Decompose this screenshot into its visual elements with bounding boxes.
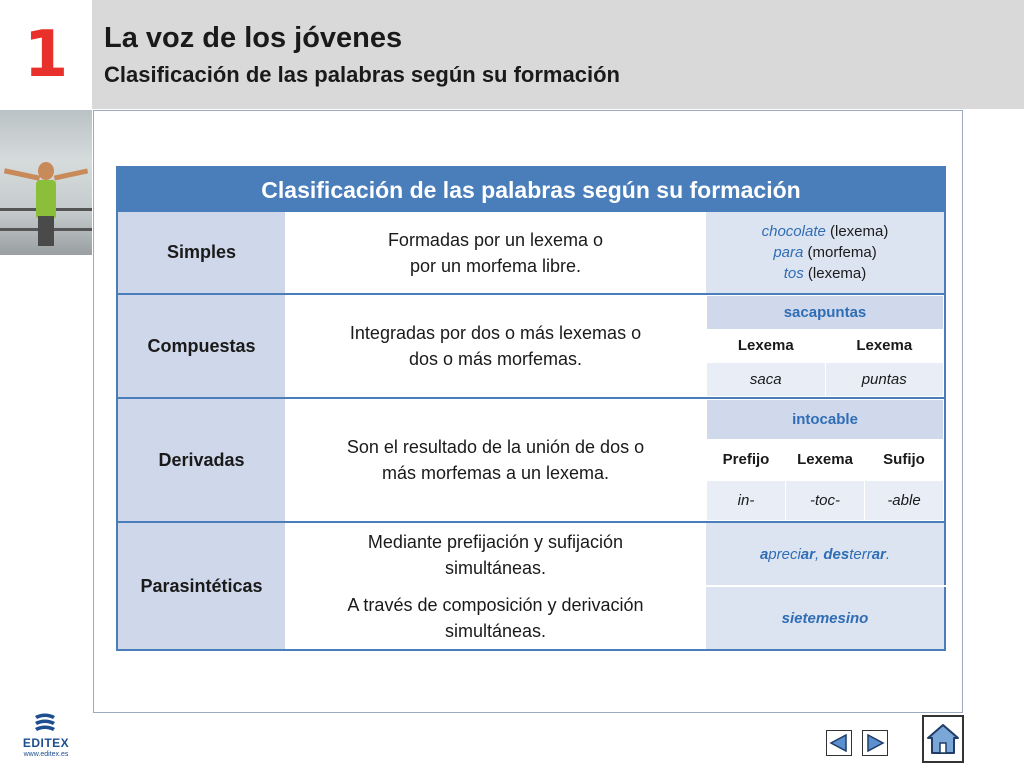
description-line: simultáneas.: [444, 620, 547, 641]
description-line: Son el resultado de la unión de dos o: [346, 437, 645, 457]
example-breakdown: [706, 295, 944, 397]
row-examples-derivadas: [706, 398, 945, 522]
description-line: A través de composición y derivación: [347, 594, 644, 615]
example-segment: des: [823, 545, 850, 563]
description-line: más morfemas a un lexema.: [381, 463, 610, 483]
row-examples-parasinteticas: [706, 586, 945, 650]
triangle-left-icon: [829, 734, 849, 752]
example-segment: .: [885, 545, 891, 563]
editex-logo: [18, 712, 74, 760]
photo-figure-body: [36, 180, 56, 218]
logo-name: EDITEX: [22, 736, 70, 750]
table-row: [117, 522, 945, 586]
page-title: La voz de los jóvenes: [104, 22, 403, 54]
table-row: [117, 398, 945, 522]
morpheme-column: Sufijo: [865, 440, 944, 480]
example-segment: terr: [849, 545, 872, 563]
morpheme-value: -toc-: [786, 480, 865, 520]
description-line: Integradas por dos o más lexemas o: [349, 323, 642, 343]
example-segment: preci: [768, 545, 801, 563]
example-word: sietemesino: [781, 609, 869, 627]
row-description-derivadas: [285, 398, 706, 522]
classification-table: [116, 166, 946, 651]
example-line: [706, 263, 944, 284]
example-word: sacapuntas: [707, 296, 944, 330]
row-description-compuestas: [285, 294, 706, 398]
row-label-parasinteticas: Parasintéticas: [117, 522, 285, 650]
example-breakdown: [706, 399, 944, 521]
example-note: (morfema): [807, 244, 877, 261]
editex-logo-icon: [32, 712, 58, 734]
row-examples-compuestas: [706, 294, 945, 398]
example-note: (lexema): [830, 223, 889, 240]
photo-arm: [54, 169, 88, 181]
example-segment: ar: [871, 545, 886, 563]
description-line: dos o más morfemas.: [408, 349, 583, 369]
morpheme-value: -able: [865, 480, 944, 520]
photo-figure-legs: [38, 216, 54, 246]
photo-arm: [4, 168, 40, 180]
row-description-parasinteticas: [285, 522, 706, 586]
prev-slide-button[interactable]: [826, 730, 852, 756]
triangle-right-icon: [865, 734, 885, 752]
row-examples-parasinteticas: [706, 522, 945, 586]
row-examples-simples: [706, 212, 945, 294]
table-row: [117, 212, 945, 294]
description-line: simultáneas.: [444, 557, 547, 578]
example-word: intocable: [707, 400, 944, 440]
example-line: [706, 242, 944, 263]
logo-url: www.editex.es: [23, 751, 69, 758]
page-subtitle: Clasificación de las palabras según su formación: [104, 62, 620, 87]
morpheme-column: Lexema: [825, 329, 944, 363]
row-label-simples: Simples: [117, 212, 285, 294]
table-caption: Clasificación de las palabras según su formación: [117, 167, 945, 212]
morpheme-value: saca: [707, 363, 826, 397]
example-segment: a: [759, 545, 769, 563]
morpheme-column: Lexema: [786, 440, 865, 480]
morpheme-column: Prefijo: [707, 440, 786, 480]
example-segment: ar: [800, 545, 815, 563]
table-row: [117, 294, 945, 398]
row-label-derivadas: Derivadas: [117, 398, 285, 522]
photo-figure-head: [38, 162, 54, 180]
example-line: [706, 221, 944, 242]
example-segment: ,: [814, 545, 824, 563]
example-line: [706, 544, 944, 565]
description-line: Mediante prefijación y sufijación: [367, 531, 624, 552]
chapter-number: 1: [23, 17, 69, 92]
description-line: Formadas por un lexema o: [387, 229, 604, 250]
row-description-simples: [285, 212, 706, 294]
example-word: chocolate: [761, 223, 826, 240]
example-note: (lexema): [807, 265, 867, 282]
example-word: tos: [783, 265, 804, 282]
example-word: para: [773, 244, 804, 261]
header-photo: [0, 110, 92, 255]
next-slide-button[interactable]: [862, 730, 888, 756]
row-label-compuestas: Compuestas: [117, 294, 285, 398]
morpheme-value: puntas: [825, 363, 944, 397]
morpheme-column: Lexema: [707, 329, 826, 363]
home-button[interactable]: [922, 715, 964, 763]
home-icon: [926, 722, 960, 756]
row-description-parasinteticas: [285, 586, 706, 650]
description-line: por un morfema libre.: [409, 255, 582, 276]
morpheme-value: in-: [707, 480, 786, 520]
